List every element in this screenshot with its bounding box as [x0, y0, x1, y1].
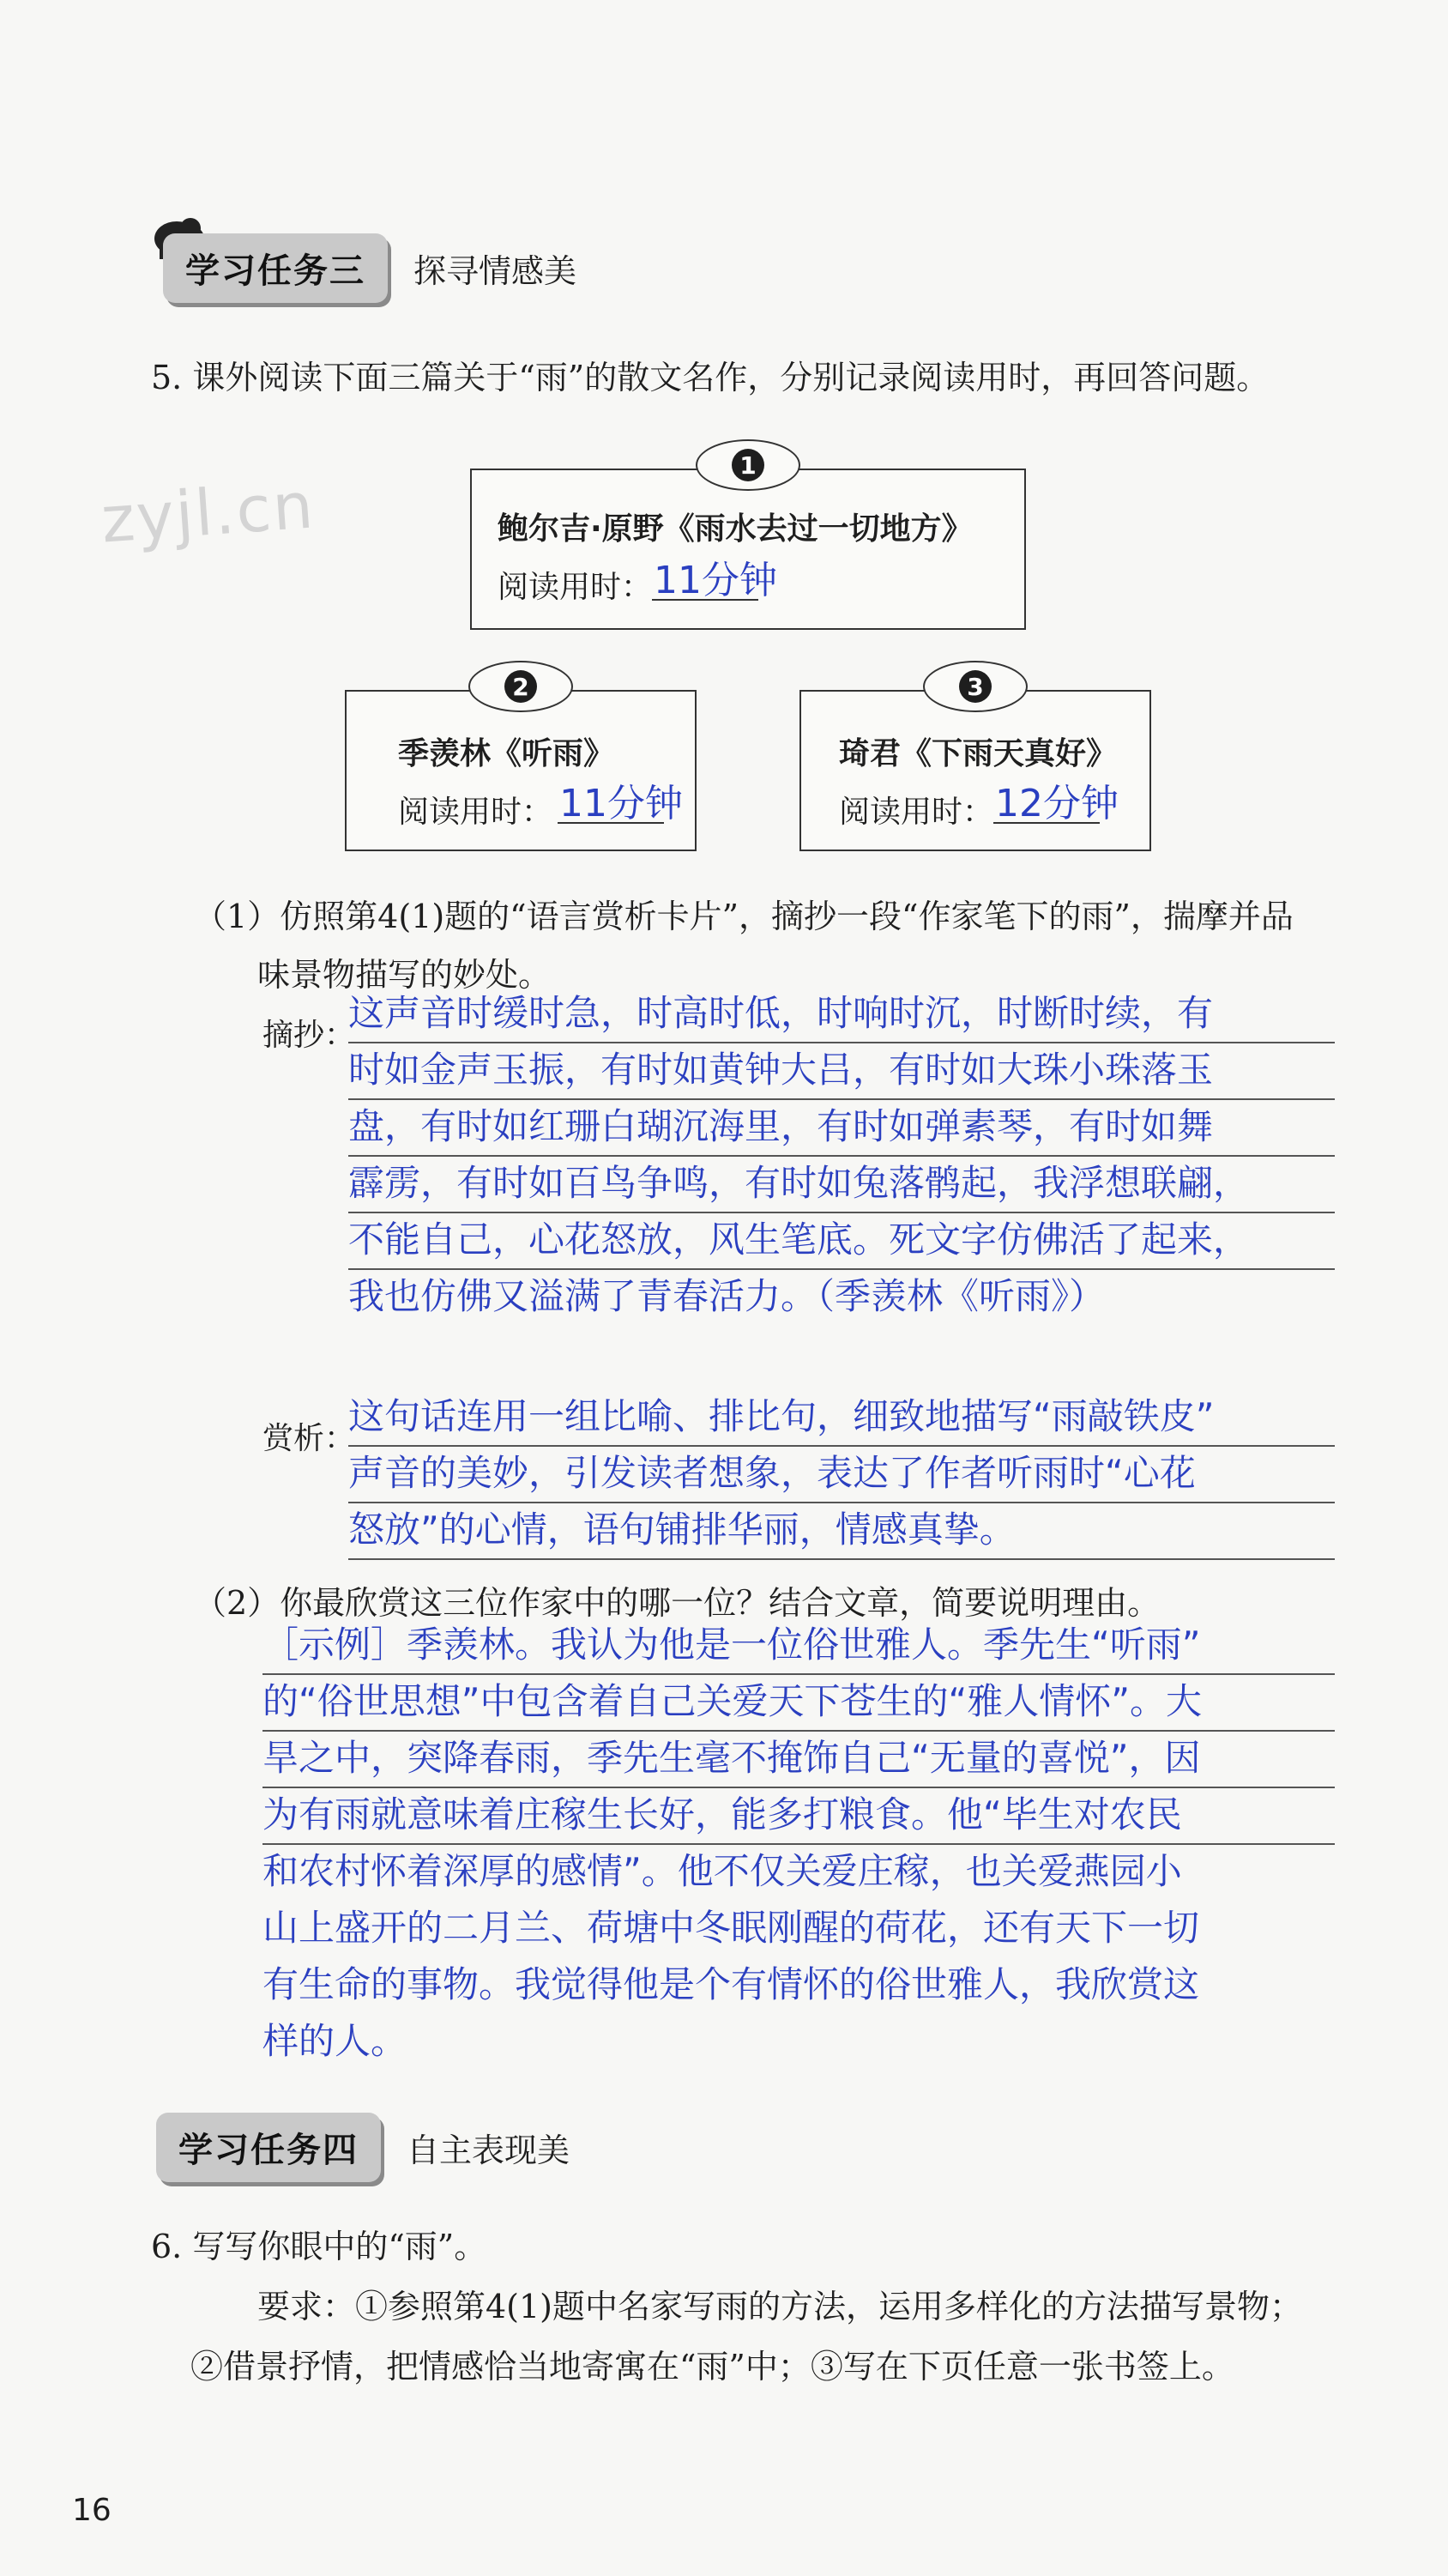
- answer-line: 时如金声玉振，有时如黄钟大吕，有时如大珠小珠落玉: [348, 1043, 1335, 1100]
- task3-subtitle: 探寻情感美: [413, 252, 577, 290]
- reading-time-label: 阅读用时：: [398, 795, 553, 830]
- question-6-requirement-line1: 要求：①参照第4(1)题中名家写雨的方法，运用多样化的方法描写景物；: [257, 2288, 1303, 2325]
- answer-line: 山上盛开的二月兰、荷塘中冬眠刚醒的荷花，还有天下一切: [262, 1907, 1200, 1949]
- question-6-requirement-line2: ②借景抒情，把情感恰当地寄寓在“雨”中；③写在下页任意一张书签上。: [190, 2348, 1234, 2386]
- task4-subtitle: 自主表现美: [407, 2132, 570, 2169]
- book-card-3: [799, 672, 1151, 851]
- answer-line: 的“俗世思想”中包含着自己关爱天下苍生的“雅人情怀”。大: [262, 1675, 1335, 1732]
- page-number: 16: [72, 2493, 112, 2528]
- reading-time-label: 阅读用时：: [498, 570, 653, 605]
- reading-time-blank: [993, 822, 1100, 824]
- answer-line: 为有雨就意味着庄稼生长好，能多打粮食。他“毕生对农民: [262, 1788, 1335, 1845]
- task3-badge: 学习任务三: [163, 233, 388, 303]
- answer-line: 样的人。: [262, 2020, 407, 2062]
- book-title: 季羡林《听雨》: [398, 736, 615, 771]
- analysis-label: 赏析：: [262, 1421, 356, 1456]
- reading-time-value: 11分钟: [654, 559, 777, 602]
- excerpt-answer: [348, 987, 1335, 1327]
- sub2-prompt: （2）你最欣赏这三位作家中的哪一位？结合文章，简要说明理由。: [194, 1584, 1161, 1622]
- book-card-1: [470, 450, 1026, 630]
- reading-time-value: 12分钟: [995, 782, 1119, 825]
- sub1-prompt-line2: 味景物描写的妙处。: [257, 956, 552, 994]
- answer-line: 不能自己，心花怒放，风生笔底。死文字仿佛活了起来，: [348, 1213, 1335, 1270]
- book-number-badge: 3: [923, 661, 1028, 712]
- answer-line: 旱之中，突降春雨，季先生毫不掩饰自己“无量的喜悦”，因: [262, 1732, 1335, 1788]
- book-title: 鲍尔吉·原野《雨水去过一切地方》: [498, 511, 973, 547]
- answer-line: ［示例］季羡林。我认为他是一位俗世雅人。季先生“听雨”: [262, 1618, 1335, 1675]
- answer-line: 这声音时缓时急，时高时低，时响时沉，时断时续，有: [348, 987, 1335, 1043]
- answer-line: 有生命的事物。我觉得他是个有情怀的俗世雅人，我欣赏这: [262, 1963, 1200, 2005]
- watermark: zyjl.cn: [99, 469, 317, 558]
- question-5-text: 5. 课外阅读下面三篇关于“雨”的散文名作，分别记录阅读用时，再回答问题。: [151, 359, 1270, 396]
- reading-time-blank: [652, 599, 758, 601]
- answer-line: 和农村怀着深厚的感情”。他不仅关爱庄稼，也关爱燕园小: [262, 1850, 1182, 1892]
- analysis-answer: [348, 1390, 1335, 1560]
- reading-time-value: 11分钟: [559, 782, 683, 825]
- answer-line: 这句话连用一组比喻、排比句，细致地描写“雨敲铁皮”: [348, 1390, 1335, 1447]
- task4-header: [156, 2113, 570, 2182]
- answer-line: 盘，有时如红珊白瑚沉海里，有时如弹素琴，有时如舞: [348, 1100, 1335, 1157]
- reading-time-label: 阅读用时：: [839, 795, 994, 830]
- answer-line: 我也仿佛又溢满了青春活力。（季羡林《听雨》）: [348, 1275, 1106, 1317]
- excerpt-label: 摘抄：: [262, 1018, 356, 1053]
- question-6-text: 6. 写写你眼中的“雨”。: [151, 2228, 487, 2265]
- answer-line: 霹雳，有时如百鸟争鸣，有时如兔落鹘起，我浮想联翩，: [348, 1157, 1335, 1213]
- book-number-badge: 2: [468, 661, 573, 712]
- book-number-badge: 1: [696, 439, 800, 491]
- task3-header: [163, 233, 576, 303]
- sub2-answer: [262, 1618, 1335, 2071]
- sub1-prompt-line1: （1）仿照第4(1)题的“语言赏析卡片”，摘抄一段“作家笔下的雨”，揣摩并品: [194, 898, 1294, 935]
- reading-time-blank: [558, 822, 664, 824]
- task4-badge: 学习任务四: [156, 2113, 381, 2182]
- book-title: 琦君《下雨天真好》: [839, 736, 1118, 771]
- answer-line: 怒放”的心情，语句铺排华丽，情感真挚。: [348, 1503, 1335, 1560]
- answer-line: 声音的美妙，引发读者想象，表达了作者听雨时“心花: [348, 1447, 1335, 1503]
- book-card-2: [345, 672, 697, 851]
